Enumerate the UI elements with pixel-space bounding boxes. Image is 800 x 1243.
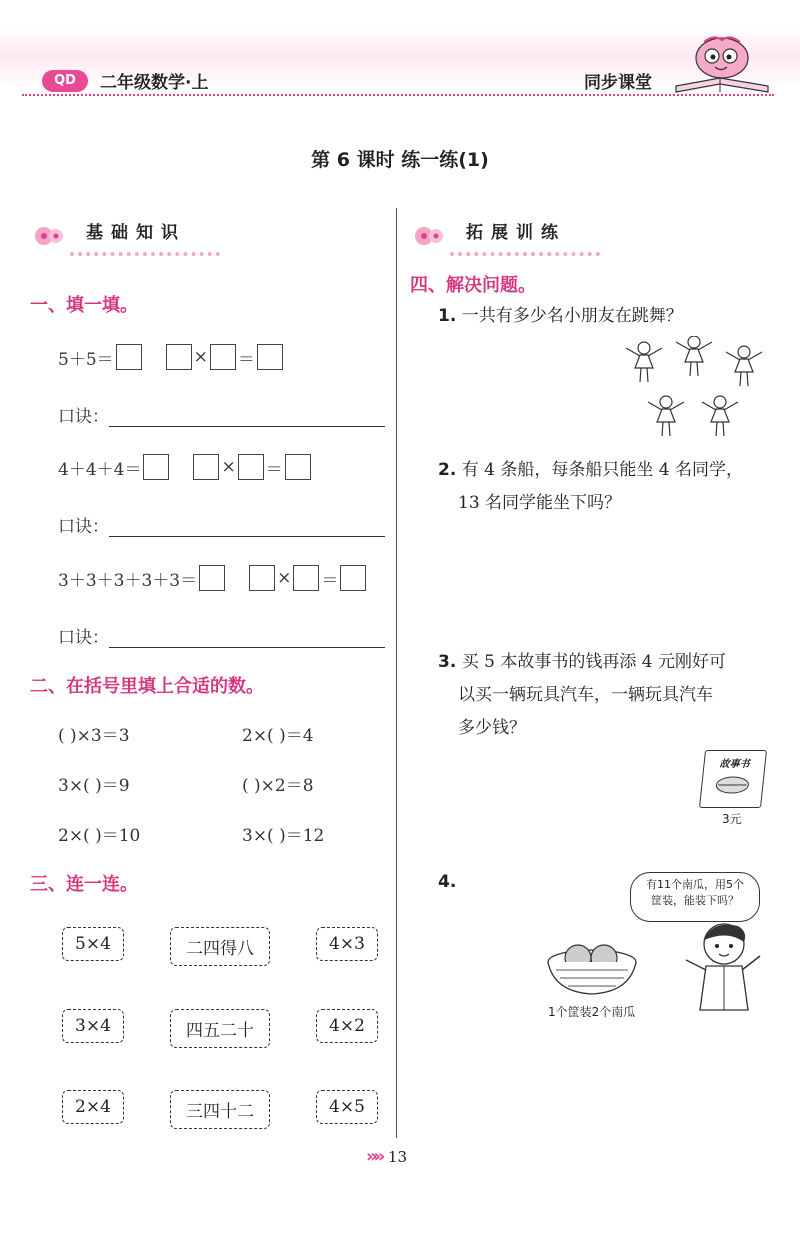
basket-caption: 1个筐装2个南瓜 bbox=[548, 1005, 636, 1019]
match-rhyme[interactable]: 二四得八 bbox=[170, 927, 270, 966]
addition-expr: 4＋4＋4＝ bbox=[58, 459, 142, 480]
rhyme-row-3 bbox=[58, 623, 385, 648]
mascot-book-icon bbox=[668, 34, 778, 96]
q2-title: 二、在括号里填上合适的数。 bbox=[30, 676, 264, 697]
paren-item[interactable]: ( )×2＝8 bbox=[242, 776, 314, 796]
paren-item[interactable]: 2×( )＝4 bbox=[242, 726, 314, 746]
addition-expr: 3＋3＋3＋3＋3＝ bbox=[58, 570, 198, 591]
times-sign: × bbox=[221, 457, 236, 477]
book-title: 二年级数学·上 bbox=[100, 73, 209, 93]
factor-box[interactable] bbox=[193, 454, 219, 480]
storybook-price: 3元 bbox=[722, 812, 742, 826]
bubble-line: 筐装，能装下吗？ bbox=[651, 894, 739, 907]
rhyme-answer-line[interactable] bbox=[109, 406, 385, 427]
pumpkin-basket-illustration bbox=[544, 942, 640, 1000]
rhyme-row-2 bbox=[58, 512, 385, 537]
bubble-line: 有11个南瓜，用5个 bbox=[646, 878, 744, 891]
factor-box[interactable] bbox=[166, 344, 192, 370]
factor-box[interactable] bbox=[249, 565, 275, 591]
q3-title: 三、连一连。 bbox=[30, 874, 138, 895]
times-sign: × bbox=[193, 347, 208, 367]
problem-number: 2. bbox=[438, 460, 457, 480]
product-box[interactable] bbox=[340, 565, 366, 591]
times-sign: × bbox=[277, 568, 292, 588]
problem-2 bbox=[438, 454, 743, 520]
problem-number: 1. bbox=[438, 306, 457, 326]
book-series: 同步课堂 bbox=[584, 73, 652, 93]
match-expr-right[interactable]: 4×5 bbox=[316, 1090, 378, 1124]
equals-sign: ＝ bbox=[237, 349, 255, 370]
problem-3 bbox=[438, 646, 726, 745]
boy-illustration bbox=[678, 918, 768, 1014]
match-expr-right[interactable]: 4×2 bbox=[316, 1009, 378, 1043]
edition-badge: QD bbox=[42, 70, 88, 92]
addition-expr: 5＋5＝ bbox=[58, 349, 114, 370]
match-rhyme[interactable]: 三四十二 bbox=[170, 1090, 270, 1129]
page-arrow-icon: »» bbox=[366, 1146, 382, 1167]
banner-dots bbox=[450, 252, 600, 256]
page-number: 13 bbox=[388, 1148, 408, 1166]
factor-box[interactable] bbox=[238, 454, 264, 480]
problem-number: 4. bbox=[438, 872, 457, 892]
problem-text-line: 有 4 条船，每条船只能坐 4 名同学， bbox=[461, 460, 743, 480]
product-box[interactable] bbox=[285, 454, 311, 480]
rhyme-row-1 bbox=[58, 402, 385, 427]
fill-row-1 bbox=[58, 344, 285, 370]
storybook-illustration bbox=[699, 750, 767, 808]
match-expr-left[interactable]: 2×4 bbox=[62, 1090, 124, 1124]
rhyme-answer-line[interactable] bbox=[109, 627, 385, 648]
speech-bubble bbox=[630, 872, 760, 922]
problem-4 bbox=[438, 866, 456, 899]
flower-icon bbox=[30, 218, 80, 252]
fill-row-2 bbox=[58, 454, 313, 480]
lesson-title: 第 6 课时 练一练(1) bbox=[311, 149, 489, 171]
column-divider bbox=[396, 208, 397, 1138]
paren-item[interactable]: 3×( )＝9 bbox=[58, 776, 130, 796]
rhyme-label: 口诀： bbox=[58, 517, 109, 537]
leaf-icon bbox=[703, 770, 762, 800]
rhyme-answer-line[interactable] bbox=[109, 516, 385, 537]
match-expr-left[interactable]: 3×4 bbox=[62, 1009, 124, 1043]
equals-sign: ＝ bbox=[265, 459, 283, 480]
banner-label: 拓展训练 bbox=[466, 223, 566, 243]
basic-knowledge-banner bbox=[30, 208, 230, 258]
answer-box[interactable] bbox=[143, 454, 169, 480]
factor-box[interactable] bbox=[293, 565, 319, 591]
q4-title: 四、解决问题。 bbox=[410, 275, 536, 296]
problem-text-line: 多少钱？ bbox=[458, 718, 526, 738]
rhyme-label: 口诀： bbox=[58, 407, 109, 427]
fill-row-3 bbox=[58, 565, 368, 591]
banner-label: 基础知识 bbox=[86, 223, 186, 243]
equals-sign: ＝ bbox=[321, 570, 339, 591]
problem-text-line: 以买一辆玩具汽车，一辆玩具汽车 bbox=[458, 685, 713, 705]
problem-text: 一共有多少名小朋友在跳舞？ bbox=[461, 306, 683, 326]
rhyme-label: 口诀： bbox=[58, 628, 109, 648]
storybook-cover-title: 故事书 bbox=[718, 759, 751, 770]
paren-item[interactable]: 3×( )＝12 bbox=[242, 826, 325, 846]
paren-item[interactable]: ( )×3＝3 bbox=[58, 726, 130, 746]
match-rhyme[interactable]: 四五二十 bbox=[170, 1009, 270, 1048]
answer-box[interactable] bbox=[116, 344, 142, 370]
extension-training-banner bbox=[410, 208, 610, 258]
banner-dots bbox=[70, 252, 220, 256]
paren-item[interactable]: 2×( )＝10 bbox=[58, 826, 141, 846]
q1-title: 一、填一填。 bbox=[30, 295, 138, 316]
problem-text-line: 买 5 本故事书的钱再添 4 元刚好可 bbox=[461, 652, 726, 672]
answer-box[interactable] bbox=[199, 565, 225, 591]
factor-box[interactable] bbox=[210, 344, 236, 370]
product-box[interactable] bbox=[257, 344, 283, 370]
header-rule bbox=[22, 94, 774, 96]
dancing-children-illustration bbox=[620, 336, 770, 448]
problem-text-line: 13 名同学能坐下吗？ bbox=[458, 493, 622, 513]
problem-1 bbox=[438, 300, 683, 333]
problem-number: 3. bbox=[438, 652, 457, 672]
match-expr-left[interactable]: 5×4 bbox=[62, 927, 124, 961]
flower-icon bbox=[410, 218, 460, 252]
match-expr-right[interactable]: 4×3 bbox=[316, 927, 378, 961]
